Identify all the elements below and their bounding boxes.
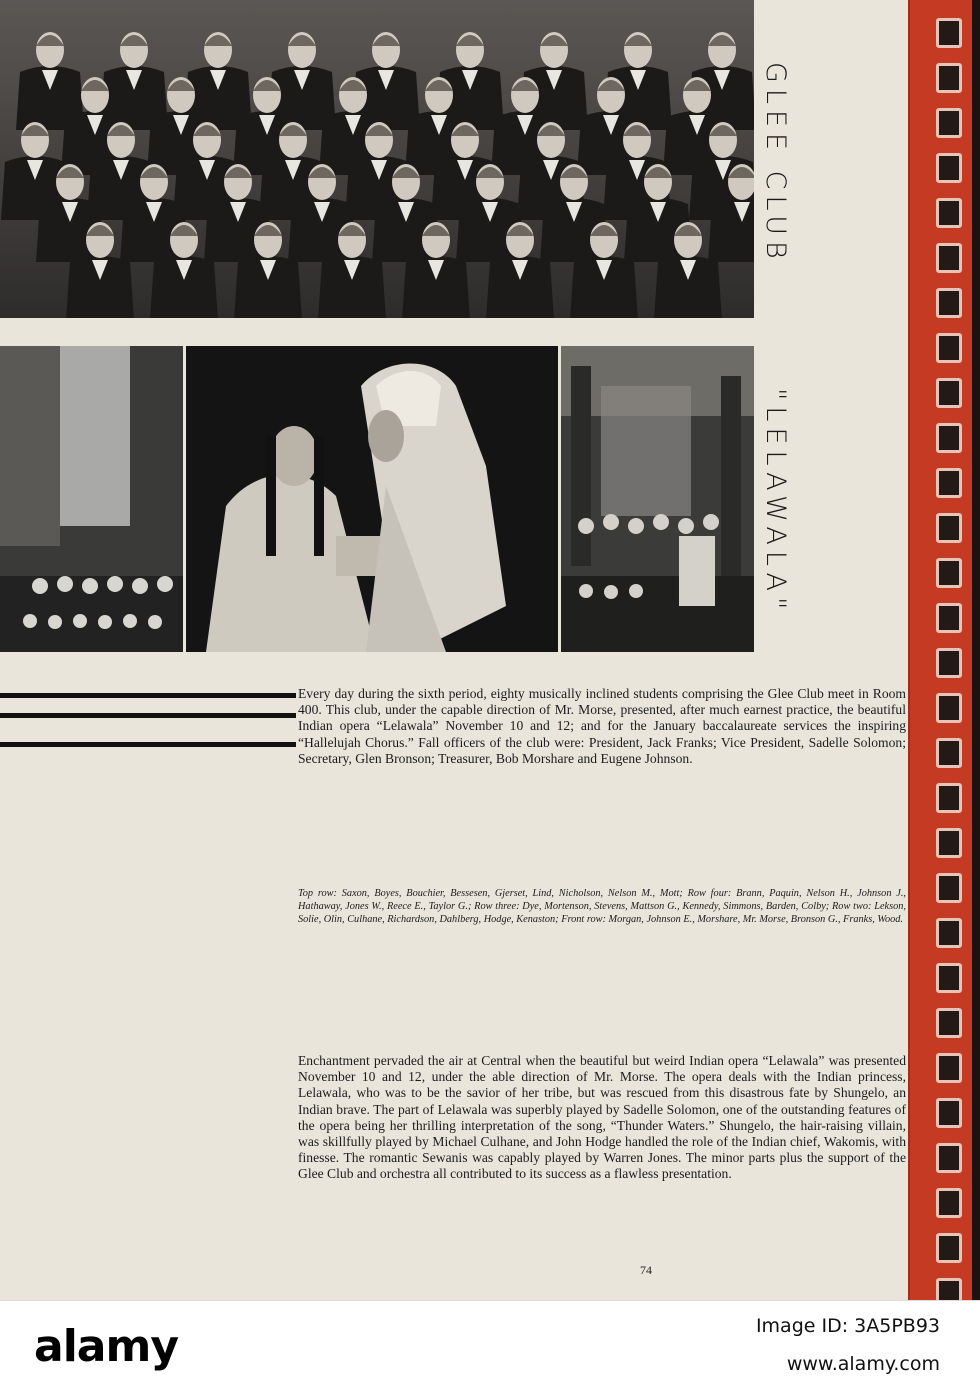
decorative-rule-bottom (0, 742, 296, 747)
binding-coil (936, 468, 962, 498)
binding-coil (936, 873, 962, 903)
binding-coil (936, 828, 962, 858)
decorative-rule-middle (0, 713, 296, 718)
binding-edge (972, 0, 980, 1300)
binding-coil (936, 918, 962, 948)
lelawala-paragraph: Enchantment pervaded the air at Central when the beautiful but weird Indian opera “Lelawala” was presented November 10 and 12, under the able direction of Mr. Morse. The opera deals with the Indian princess, Lelawala, who was to be the savior of her tribe, but was rescued from this disastrous fate by Shungelo, an Indian brave. The part of Lelawala was superbly played by Sadelle Solomon, one of the outstanding features of the opera being her thrilling interpretation of the song, “Thunder Waters.” Shungelo, the hair-raising villain, was skillfully played by Michael Culhane, and John Hodge handled the role of the Indian chief, Wakomis, with finesse. The romantic Sewanis was capably played by Warren Jones. The minor parts plus the support of the Glee Club and orchestra all contributed to its success as a flawless presentation. (298, 1053, 906, 1182)
binding-coil (936, 963, 962, 993)
lelawala-principals-photo (186, 346, 558, 652)
binding-coil (936, 1143, 962, 1173)
page-number: 74 (640, 1263, 652, 1277)
glee-club-paragraph: Every day during the sixth period, eighty musically inclined students comprising the Glee Club meet in Room 400. This club, under the capable direction of Mr. Morse, presented, after much earnest practice, the beautiful Indian opera “Lelawala” November 10 and 12; and for the January baccalaureate services the inspiring “Hallelujah Chorus.” Fall officers of the club were: President, Jack Franks; Vice President, Sadelle Solomon; Secretary, Glen Bronson; Treasurer, Bob Morshare and Eugene Johnson. (298, 686, 906, 766)
binding-coil (936, 108, 962, 138)
lelawala-title: "LELAWALA" (760, 388, 791, 616)
binding-coil (936, 648, 962, 678)
binding-coil (936, 693, 962, 723)
binding-coil (936, 198, 962, 228)
watermark-bar (0, 1300, 980, 1390)
binding-coil (936, 333, 962, 363)
binding-coil (936, 783, 962, 813)
binding-coil (936, 18, 962, 48)
binding-coil (936, 378, 962, 408)
photo-caption: Top row: Saxon, Boyes, Bouchier, Bessesen, Gjerset, Lind, Nicholson, Nelson M., Mott; Row four: Brann, Paquin, Nelson H., Johnson J., Hathaway, Jones W., Reece E., Taylor G.; Row three: Dye, Mortenson, Stevens, Mattson G., Kennedy, Simmons, Barden, Colby; Row two: Lekson, Solie, Olin, Culhane, Richardson, Dahlberg, Hodge, Kenaston; Front row: Morgan, Johnson E., Morshare, Mr. Morse, Bronson G., Franks, Wood. (298, 888, 906, 925)
watermark-url: www.alamy.com (786, 1353, 940, 1375)
binding-coil (936, 603, 962, 633)
binding-coil (936, 153, 962, 183)
binding-coil (936, 1053, 962, 1083)
binding-coil (936, 513, 962, 543)
binding-coil (936, 558, 962, 588)
decorative-rule-top (0, 693, 296, 698)
glee-club-group-photo (0, 0, 754, 318)
binding-coil (936, 738, 962, 768)
lelawala-stage-photo-right (561, 346, 754, 652)
binding-coil (936, 1008, 962, 1038)
binding-coil (936, 1188, 962, 1218)
binding-coil (936, 1098, 962, 1128)
binding-coil (936, 1233, 962, 1263)
binding-coil (936, 288, 962, 318)
glee-club-title: GLEE CLUB (760, 62, 791, 265)
lelawala-stage-photo-left (0, 346, 183, 652)
binding-coil (936, 243, 962, 273)
alamy-logo: alamy (34, 1321, 178, 1372)
image-id: Image ID: 3A5PB93 (755, 1315, 940, 1337)
binding-coil (936, 423, 962, 453)
binding-coil (936, 63, 962, 93)
